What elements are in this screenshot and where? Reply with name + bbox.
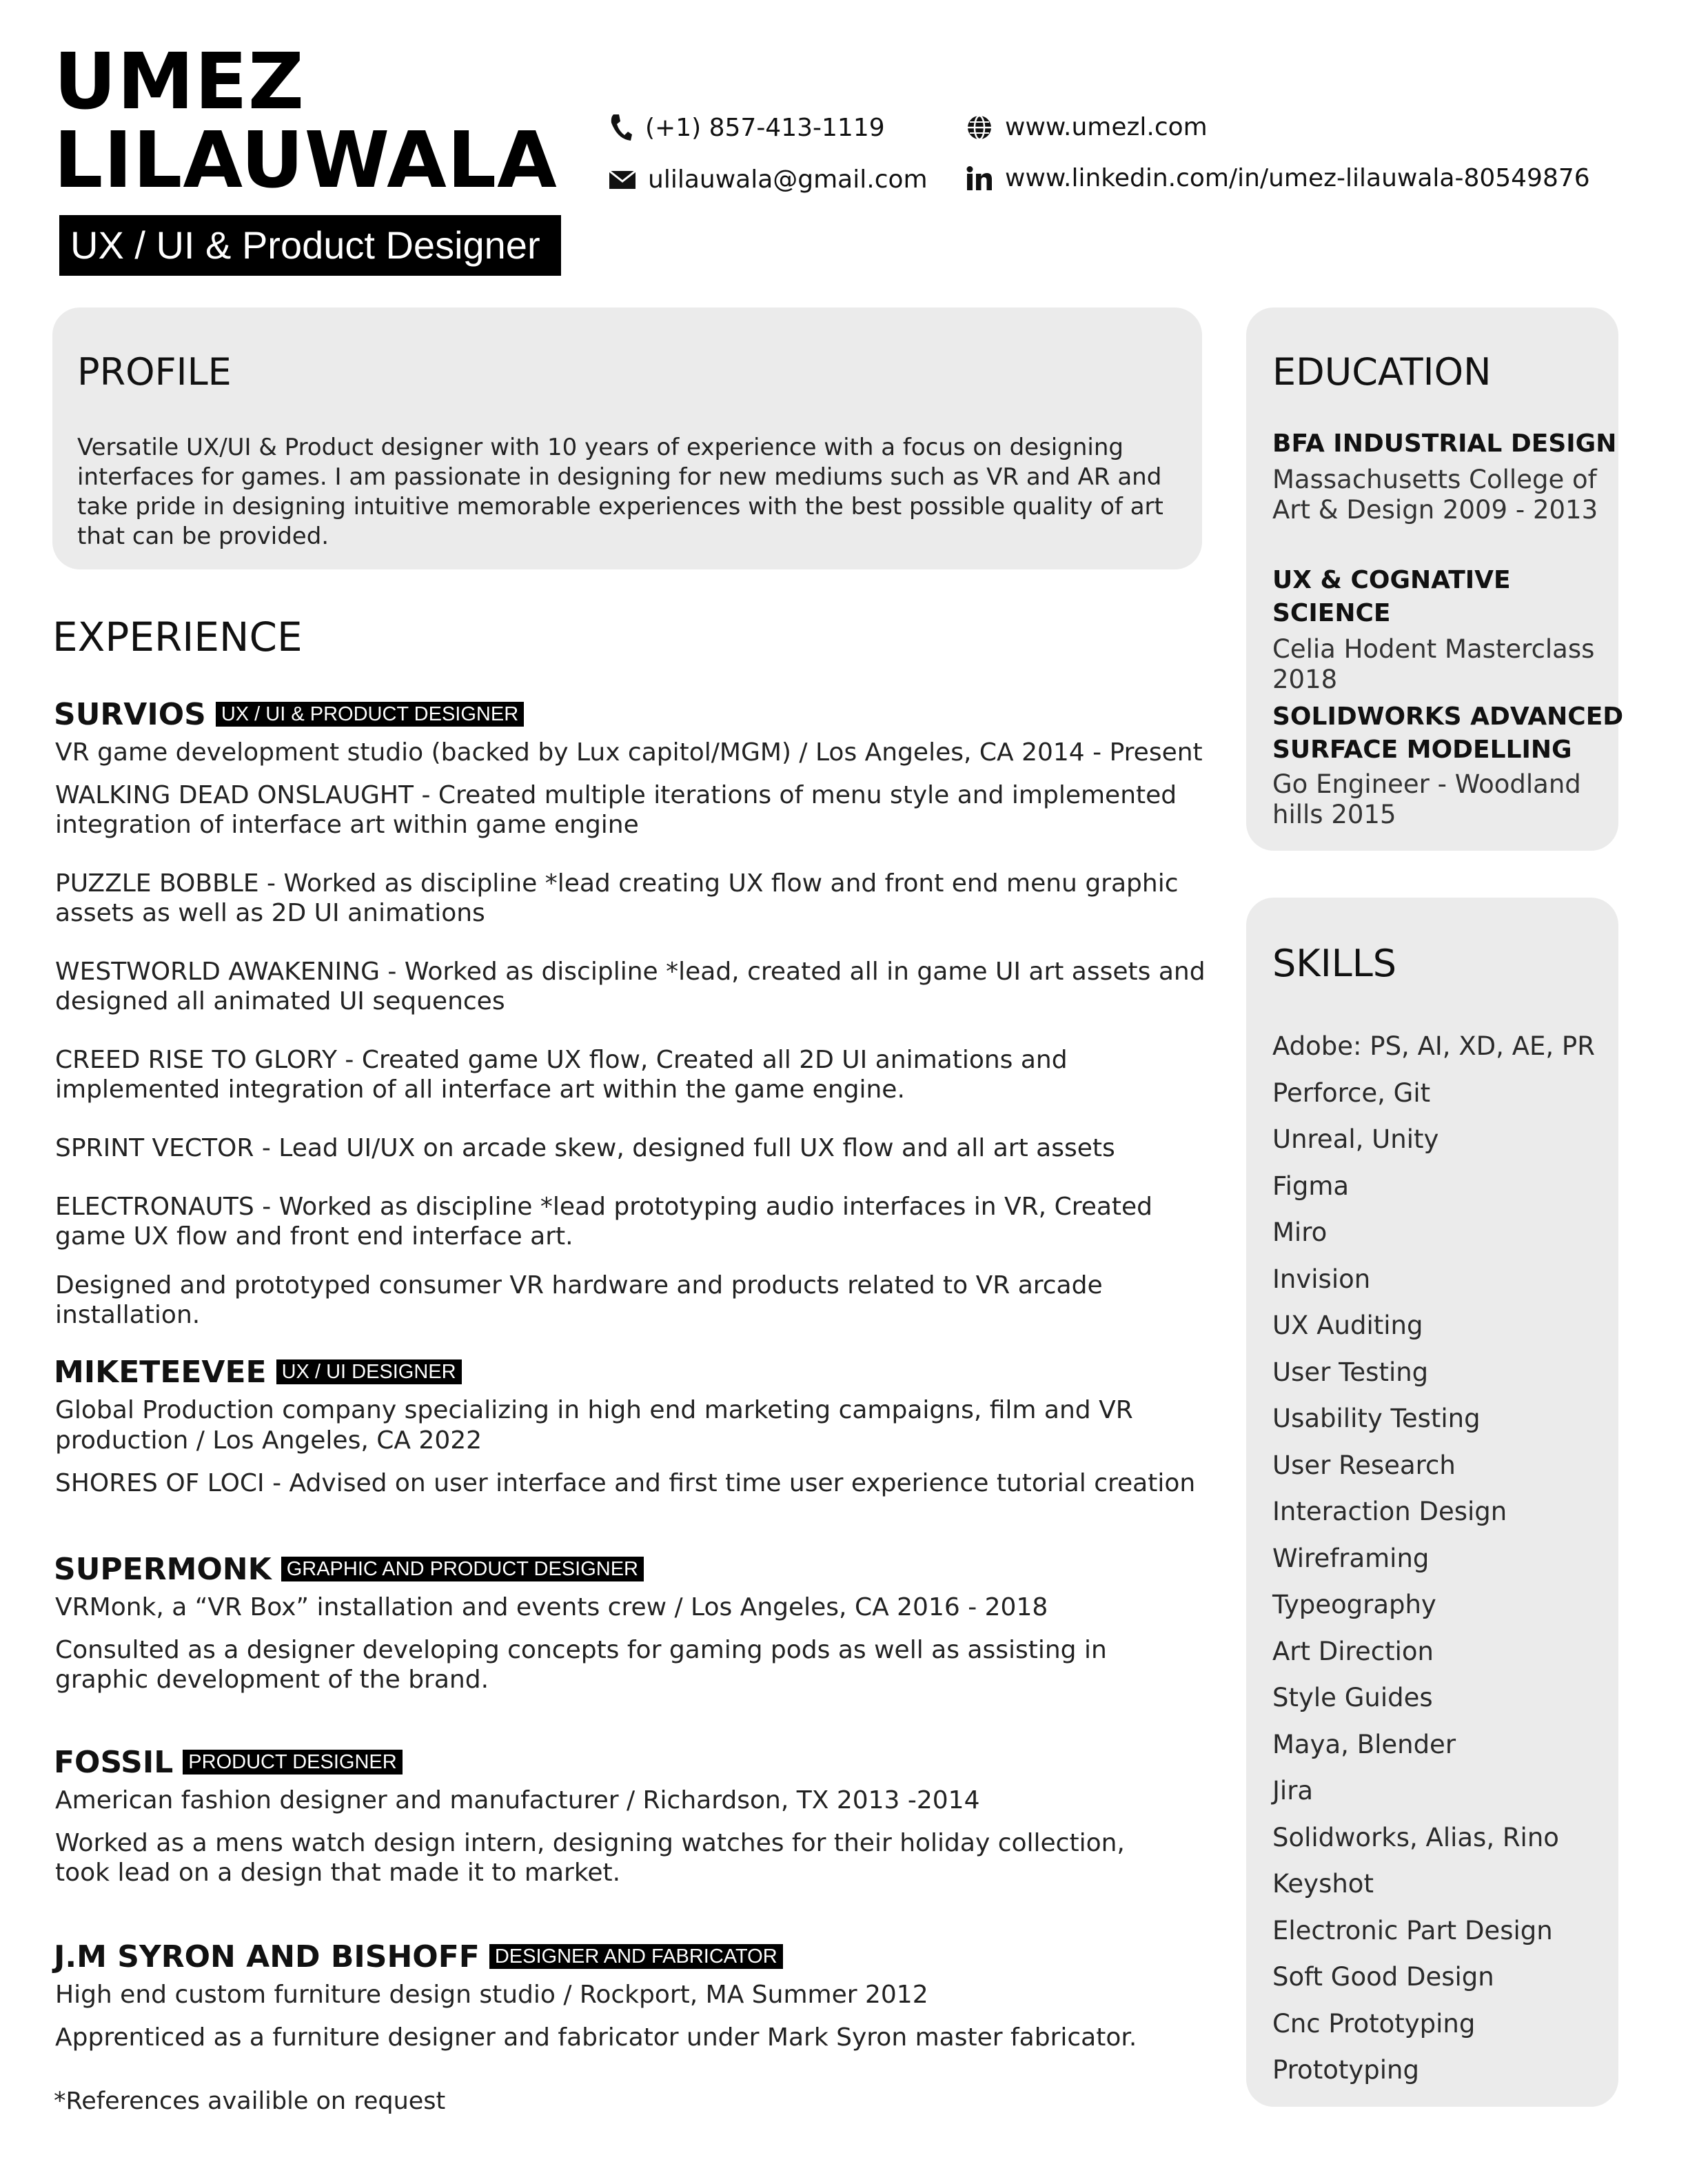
skill-item: User Testing (1272, 1357, 1429, 1387)
role-tag: GRAPHIC AND PRODUCT DESIGNER (281, 1557, 644, 1581)
job-survios (54, 695, 1226, 1330)
job-miketeevee (54, 1353, 1226, 1498)
role-tag: PRODUCT DESIGNER (183, 1750, 402, 1775)
education-detail: Celia Hodent Masterclass 2018 (1272, 634, 1595, 694)
company-name: SUPERMONK (54, 1551, 272, 1587)
education-degree: BFA INDUSTRIAL DESIGN (1272, 429, 1617, 458)
skill-item: Invision (1272, 1264, 1371, 1294)
skill-item: Keyshot (1272, 1869, 1374, 1899)
skills-heading: SKILLS (1272, 942, 1397, 985)
skill-item: Adobe: PS, AI, XD, AE, PR (1272, 1031, 1595, 1061)
job-item: SPRINT VECTOR - Lead UI/UX on arcade skew, designed full UX flow and all art assets (55, 1134, 1115, 1162)
skill-item: Miro (1272, 1217, 1328, 1247)
linkedin-icon (966, 166, 993, 191)
job-supermonk (54, 1550, 1226, 1695)
profile-heading: PROFILE (77, 350, 232, 394)
company-description: American fashion designer and manufacturer / Richardson, TX 2013 -2014 (55, 1786, 980, 1814)
role-badge: UX / UI & Product Designer (59, 215, 561, 276)
skill-item: Unreal, Unity (1272, 1124, 1439, 1154)
skill-item: Wireframing (1272, 1543, 1430, 1573)
job-item: ELECTRONAUTS - Worked as discipline *lead prototyping audio interfaces in VR, Created game UX flow and front end interface art. (55, 1193, 1153, 1251)
education-detail: Go Engineer - Woodland hills 2015 (1272, 769, 1581, 829)
skill-item: Cnc Prototyping (1272, 2008, 1476, 2039)
skill-item: UX Auditing (1272, 1311, 1423, 1340)
skill-item: Electronic Part Design (1272, 1915, 1553, 1945)
company-description: VRMonk, a “VR Box” installation and events crew / Los Angeles, CA 2016 - 2018 (55, 1593, 1048, 1621)
company-description: High end custom furniture design studio / Rockport, MA Summer 2012 (55, 1981, 928, 2009)
role-tag: DESIGNER AND FABRICATOR (489, 1944, 783, 1969)
skill-item: Art Direction (1272, 1636, 1434, 1666)
education-item (1272, 427, 1631, 525)
phone-icon (609, 113, 633, 142)
education-detail: Massachusetts College of Art & Design 2009 - 2013 (1272, 465, 1598, 525)
company-name: MIKETEEVEE (54, 1354, 267, 1390)
skill-item: Soft Good Design (1272, 1962, 1494, 1992)
job-item: Consulted as a designer developing concepts for gaming pods as well as assisting in graphic development of the brand. (55, 1636, 1107, 1694)
website-link[interactable]: www.umezl.com (1005, 113, 1208, 141)
role-tag: UX / UI DESIGNER (276, 1359, 462, 1384)
education-degree: SOLIDWORKS ADVANCED SURFACE MODELLING (1272, 702, 1624, 764)
contact-email (609, 165, 928, 194)
job-item: PUZZLE BOBBLE - Worked as discipline *lead creating UX flow and front end menu graphic assets as well as 2D UI animations (55, 869, 1179, 927)
job-item: CREED RISE TO GLORY - Created game UX flow, Created all 2D UI animations and implemented integration of all interface art within the game engine. (55, 1046, 1068, 1104)
contact-phone (609, 113, 885, 142)
skill-item: Interaction Design (1272, 1497, 1507, 1526)
education-heading: EDUCATION (1272, 350, 1492, 394)
globe-icon (966, 114, 993, 141)
job-item: WALKING DEAD ONSLAUGHT - Created multiple iterations of menu style and implemented integration of interface art within game engine (55, 781, 1177, 839)
company-name: FOSSIL (54, 1744, 174, 1780)
job-item: WESTWORLD AWAKENING - Worked as discipline *lead, created all in game UI art assets and designed all animated UI sequences (55, 958, 1206, 1015)
name-last: LILAUWALA (54, 116, 558, 205)
job-jm-syron (54, 1937, 1226, 2052)
candidate-name (54, 37, 558, 205)
job-item: Worked as a mens watch design intern, designing watches for their holiday collection, took lead on a design that made it to market. (55, 1829, 1125, 1887)
linkedin-link[interactable]: www.linkedin.com/in/umez-lilauwala-80549876 (1005, 164, 1590, 192)
skill-item: User Research (1272, 1450, 1456, 1480)
references-note: *References availible on request (54, 2087, 446, 2115)
contact-website (966, 113, 1208, 141)
email-link[interactable]: ulilauwala@gmail.com (648, 165, 928, 194)
company-description: Global Production company specializing in high end marketing campaigns, film and VR production / Los Angeles, CA 2022 (55, 1396, 1133, 1455)
company-name: SURVIOS (54, 696, 206, 732)
skill-item: Prototyping (1272, 2055, 1419, 2085)
company-description: VR game development studio (backed by Lux capitol/MGM) / Los Angeles, CA 2014 - Present (55, 738, 1203, 767)
education-item (1272, 564, 1631, 695)
profile-text: Versatile UX/UI & Product designer with 10 years of experience with a focus on designing interfaces for games. I am passionate in designing for new mediums such as VR and AR and take pride in designing intuitive memorable experiences with the best possible quality of art that can be provided. (77, 434, 1163, 550)
skill-item: Typeography (1272, 1590, 1436, 1619)
job-item: Designed and prototyped consumer VR hardware and products related to VR arcade installation. (55, 1271, 1103, 1329)
job-item: SHORES OF LOCI - Advised on user interface and first time user experience tutorial creation (55, 1469, 1196, 1497)
skill-item: Style Guides (1272, 1683, 1433, 1712)
company-name: J.M SYRON AND BISHOFF (54, 1939, 480, 1974)
skill-item: Solidworks, Alias, Rino (1272, 1822, 1559, 1852)
job-item: Apprenticed as a furniture designer and fabricator under Mark Syron master fabricator. (55, 2023, 1137, 2052)
skill-item: Maya, Blender (1272, 1729, 1456, 1759)
envelope-icon (609, 171, 635, 189)
education-degree: UX & COGNATIVE SCIENCE (1272, 566, 1511, 627)
job-fossil (54, 1743, 1226, 1888)
skill-item: Jira (1272, 1776, 1314, 1806)
contact-linkedin (966, 164, 1590, 192)
role-tag: UX / UI & PRODUCT DESIGNER (216, 702, 524, 727)
name-first: UMEZ (54, 37, 305, 127)
skills-list (1272, 1029, 1595, 2099)
experience-heading: EXPERIENCE (52, 614, 303, 660)
skill-item: Perforce, Git (1272, 1078, 1431, 1108)
education-item (1272, 700, 1631, 830)
skill-item: Figma (1272, 1171, 1350, 1201)
skill-item: Usability Testing (1272, 1404, 1481, 1433)
phone-number: (+1) 857-413-1119 (645, 113, 885, 142)
